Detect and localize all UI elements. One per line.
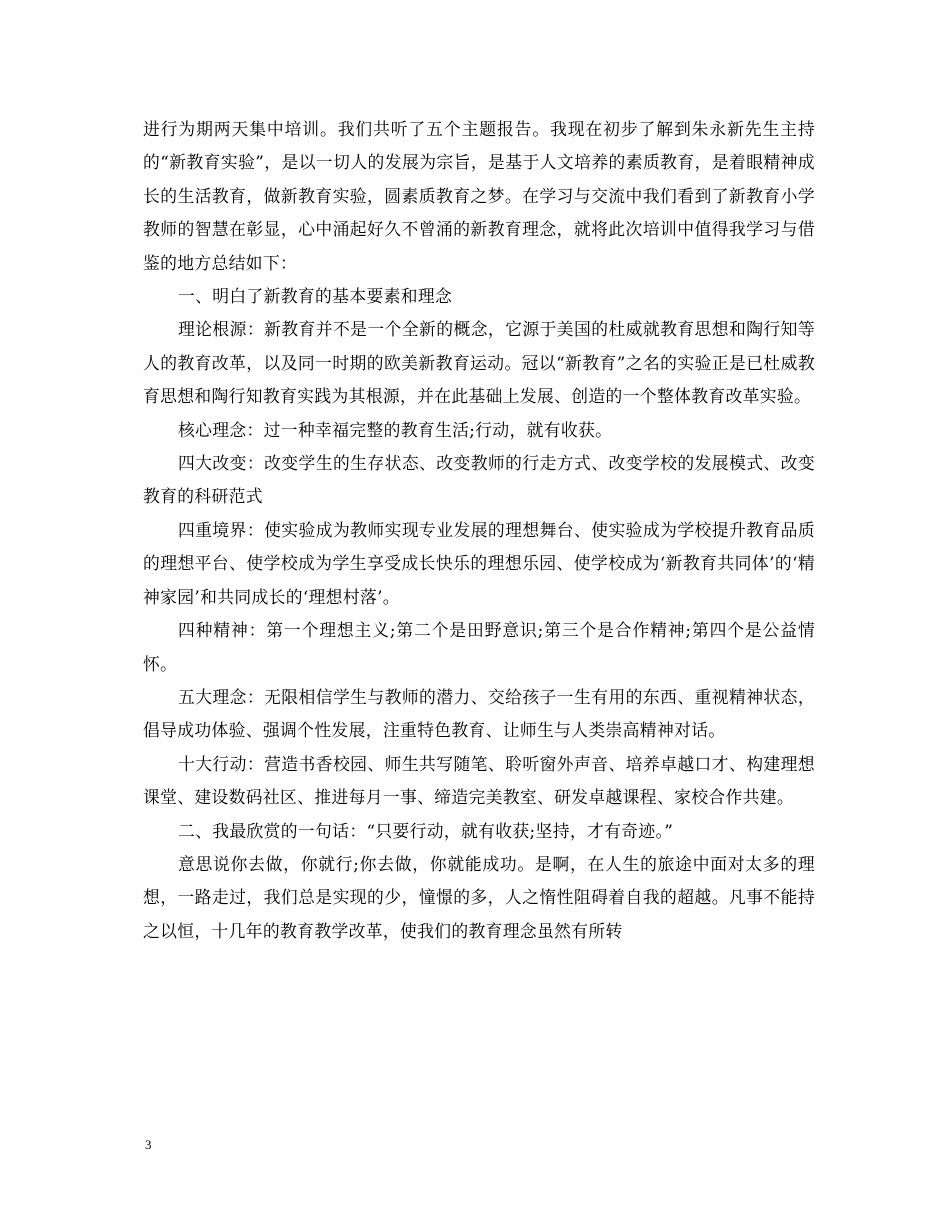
document-body	[143, 113, 815, 948]
paragraph: 核心理念：过一种幸福完整的教育生活;行动，就有收获。	[178, 419, 613, 440]
section-heading: 一、明白了新教育的基本要素和理念	[178, 286, 453, 307]
paragraph: 意思说你去做，你就行;你去做，你就能成功。是啊，在人生的旅途中面对太多的理想，一路走过，我们总是实现的少，憧憬的多，人之惰性阻碍着自我的超越。凡事不能持之以恒，十几年的教育教学改革，使我们的教育理念虽然有所转	[143, 853, 815, 941]
paragraph: 四重境界：使实验成为教师实现专业发展的理想舞台、使实验成为学校提升教育品质的理想平台、使学校成为学生享受成长快乐的理想乐园、使学校成为‘新教育共同体’的‘精神家园’和共同成长的‘理想村落’。	[143, 519, 815, 607]
paragraph: 十大行动：营造书香校园、师生共写随笔、聆听窗外声音、培养卓越口才、构建理想课堂、建设数码社区、推进每月一事、缔造完美教室、研发卓越课程、家校合作共建。	[143, 753, 815, 808]
paragraph: 四种精神：第一个理想主义;第二个是田野意识;第三个是合作精神;第四个是公益情怀。	[143, 620, 815, 674]
paragraph: 四大改变：改变学生的生存状态、改变教师的行走方式、改变学校的发展模式、改变教育的科研范式	[143, 453, 815, 507]
paragraph: 理论根源：新教育并不是一个全新的概念，它源于美国的杜威就教育思想和陶行知等人的教育改革，以及同一时期的欧美新教育运动。冠以“新教育”之名的实验正是已杜威教育思想和陶行知教育实践为其根源，并在此基础上发展、创造的一个整体教育改革实验。	[143, 319, 815, 407]
paragraph: 进行为期两天集中培训。我们共听了五个主题报告。我现在初步了解到朱永新先生主持的“新教育实验”，是以一切人的发展为宗旨，是基于人文培养的素质教育，是着眼精神成长的生活教育，做新教育实验，圆素质教育之梦。在学习与交流中我们看到了新教育小学教师的智慧在彰显，心中涌起好久不曾涌的新教育理念，就将此次培训中值得我学习与借鉴的地方总结如下：	[143, 119, 815, 273]
section-heading: 二、我最欣赏的一句话：“只要行动，就有收获;坚持，才有奇迹。”	[178, 820, 674, 841]
paragraph: 五大理念：无限相信学生与教师的潜力、交给孩子一生有用的东西、重视精神状态，倡导成功体验、强调个性发展，注重特色教育、让师生与人类崇高精神对话。	[143, 686, 815, 741]
page-number: 3	[145, 1137, 152, 1152]
